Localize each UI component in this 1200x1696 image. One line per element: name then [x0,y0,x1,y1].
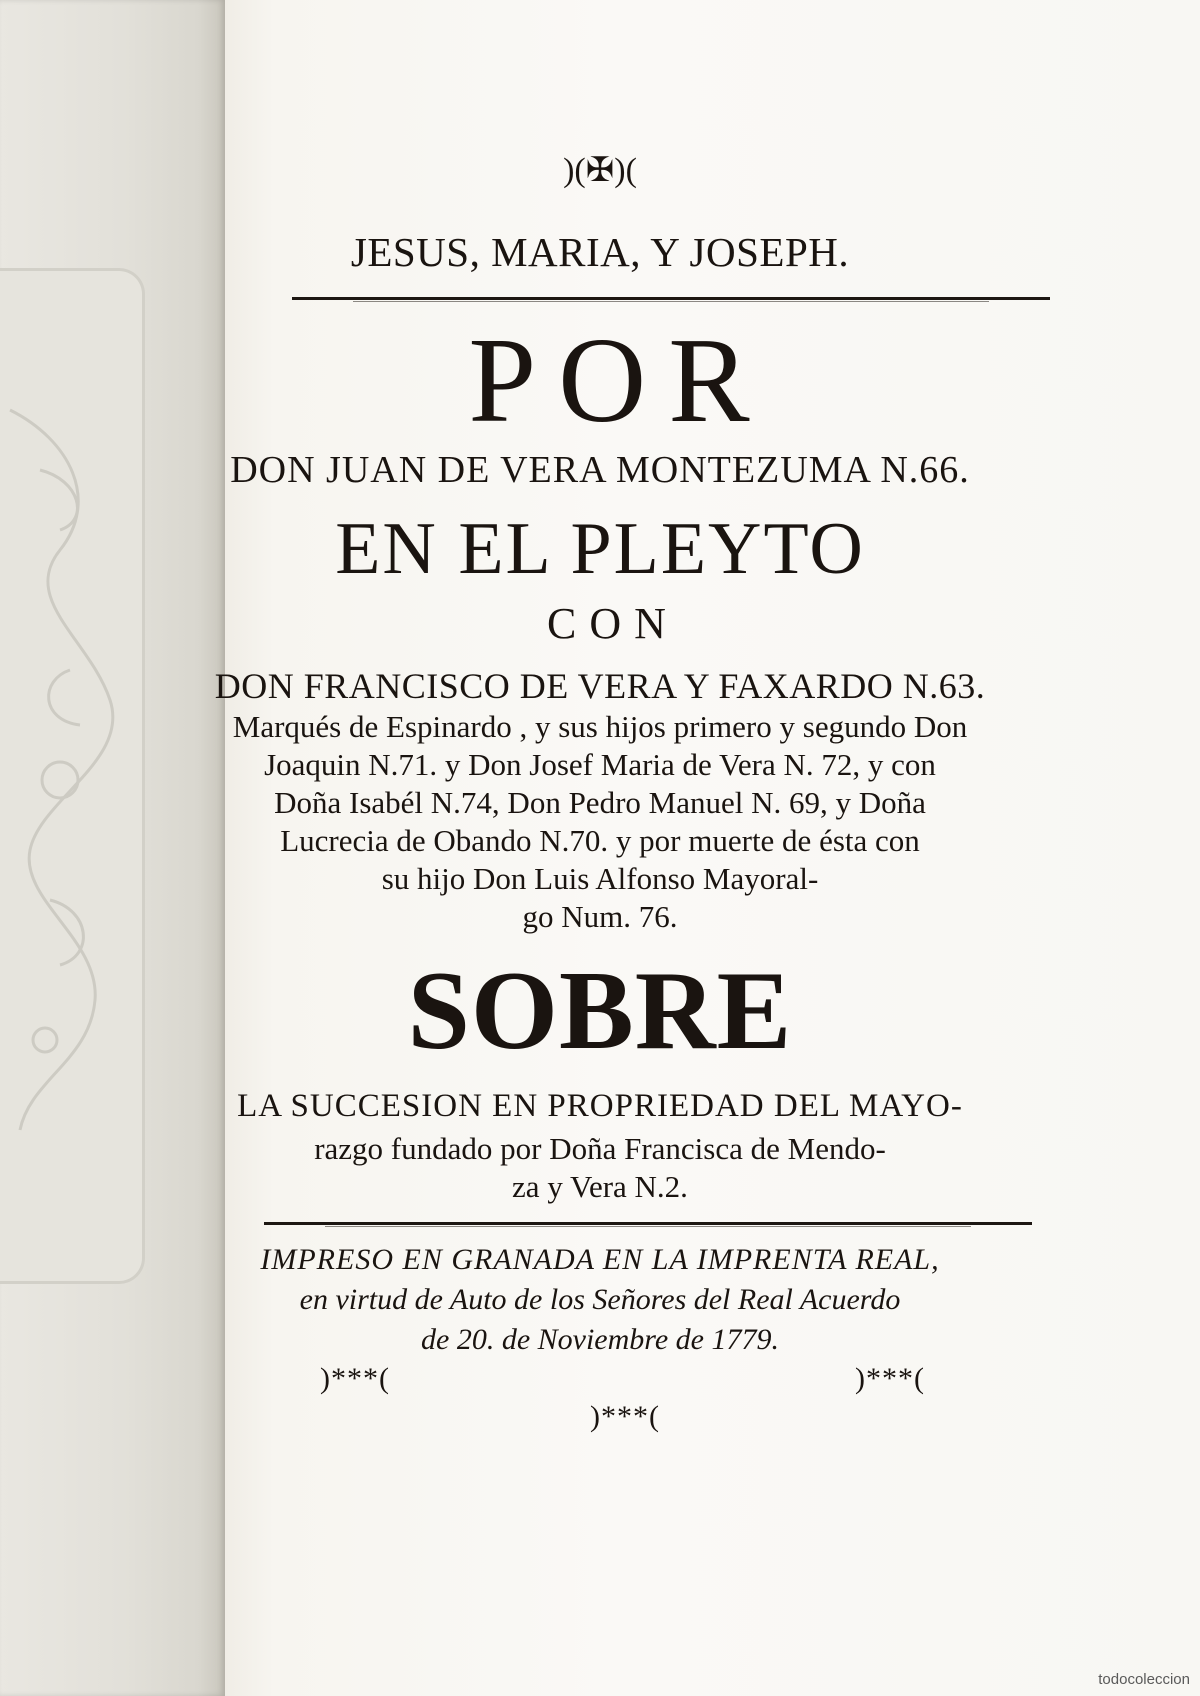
top-rule [292,297,1050,300]
imprint-line: en virtud de Auto de los Señores del Real Acuerdo [299,1283,901,1316]
asterism-ornament-icon: )***( [590,1400,660,1433]
line-don-juan: DON JUAN DE VERA MONTEZUMA N.66. [230,449,970,491]
asterism-ornament-icon: )***( [320,1362,390,1395]
body-line: Joaquin N.71. y Don Josef Maria de Vera N. 72, y con [264,747,936,782]
body-line: go Num. 76. [522,899,678,934]
asterism-ornament-icon: )***( [855,1362,925,1395]
watermark: todocoleccion [1098,1671,1190,1688]
body-line: Marqués de Espinardo , y sus hijos primero y segundo Don [232,709,968,744]
subject-paragraph [0,1130,1200,1206]
cross-ornament: )(✠)( [563,152,637,189]
body-line: razgo fundado por Doña Francisca de Mendo- [314,1131,886,1166]
body-line: su hijo Don Luis Alfonso Mayoral- [381,861,819,896]
body-line: Lucrecia de Obando N.70. y por muerte de ésta con [280,823,920,858]
imprint-line: de 20. de Noviembre de 1779. [421,1323,779,1356]
line-don-francisco: DON FRANCISCO DE VERA Y FAXARDO N.63. [214,666,986,706]
line-succesion: LA SUCCESION EN PROPRIEDAD DEL MAYO- [237,1088,963,1124]
imprint-line: IMPRESO EN GRANADA EN LA IMPRENTA REAL, [260,1243,940,1276]
body-line: Doña Isabél N.74, Don Pedro Manuel N. 69, y Doña [274,785,926,820]
bottom-rule [264,1222,1032,1225]
title-por: POR [468,313,772,448]
title-con: CON [547,599,679,648]
title-en-el-pleyto: EN EL PLEYTO [335,508,865,590]
invocation-header: JESUS, MARIA, Y JOSEPH. [350,229,850,275]
parties-paragraph [0,708,1200,936]
body-line: za y Vera N.2. [512,1169,688,1204]
title-sobre: SOBRE [407,949,793,1073]
